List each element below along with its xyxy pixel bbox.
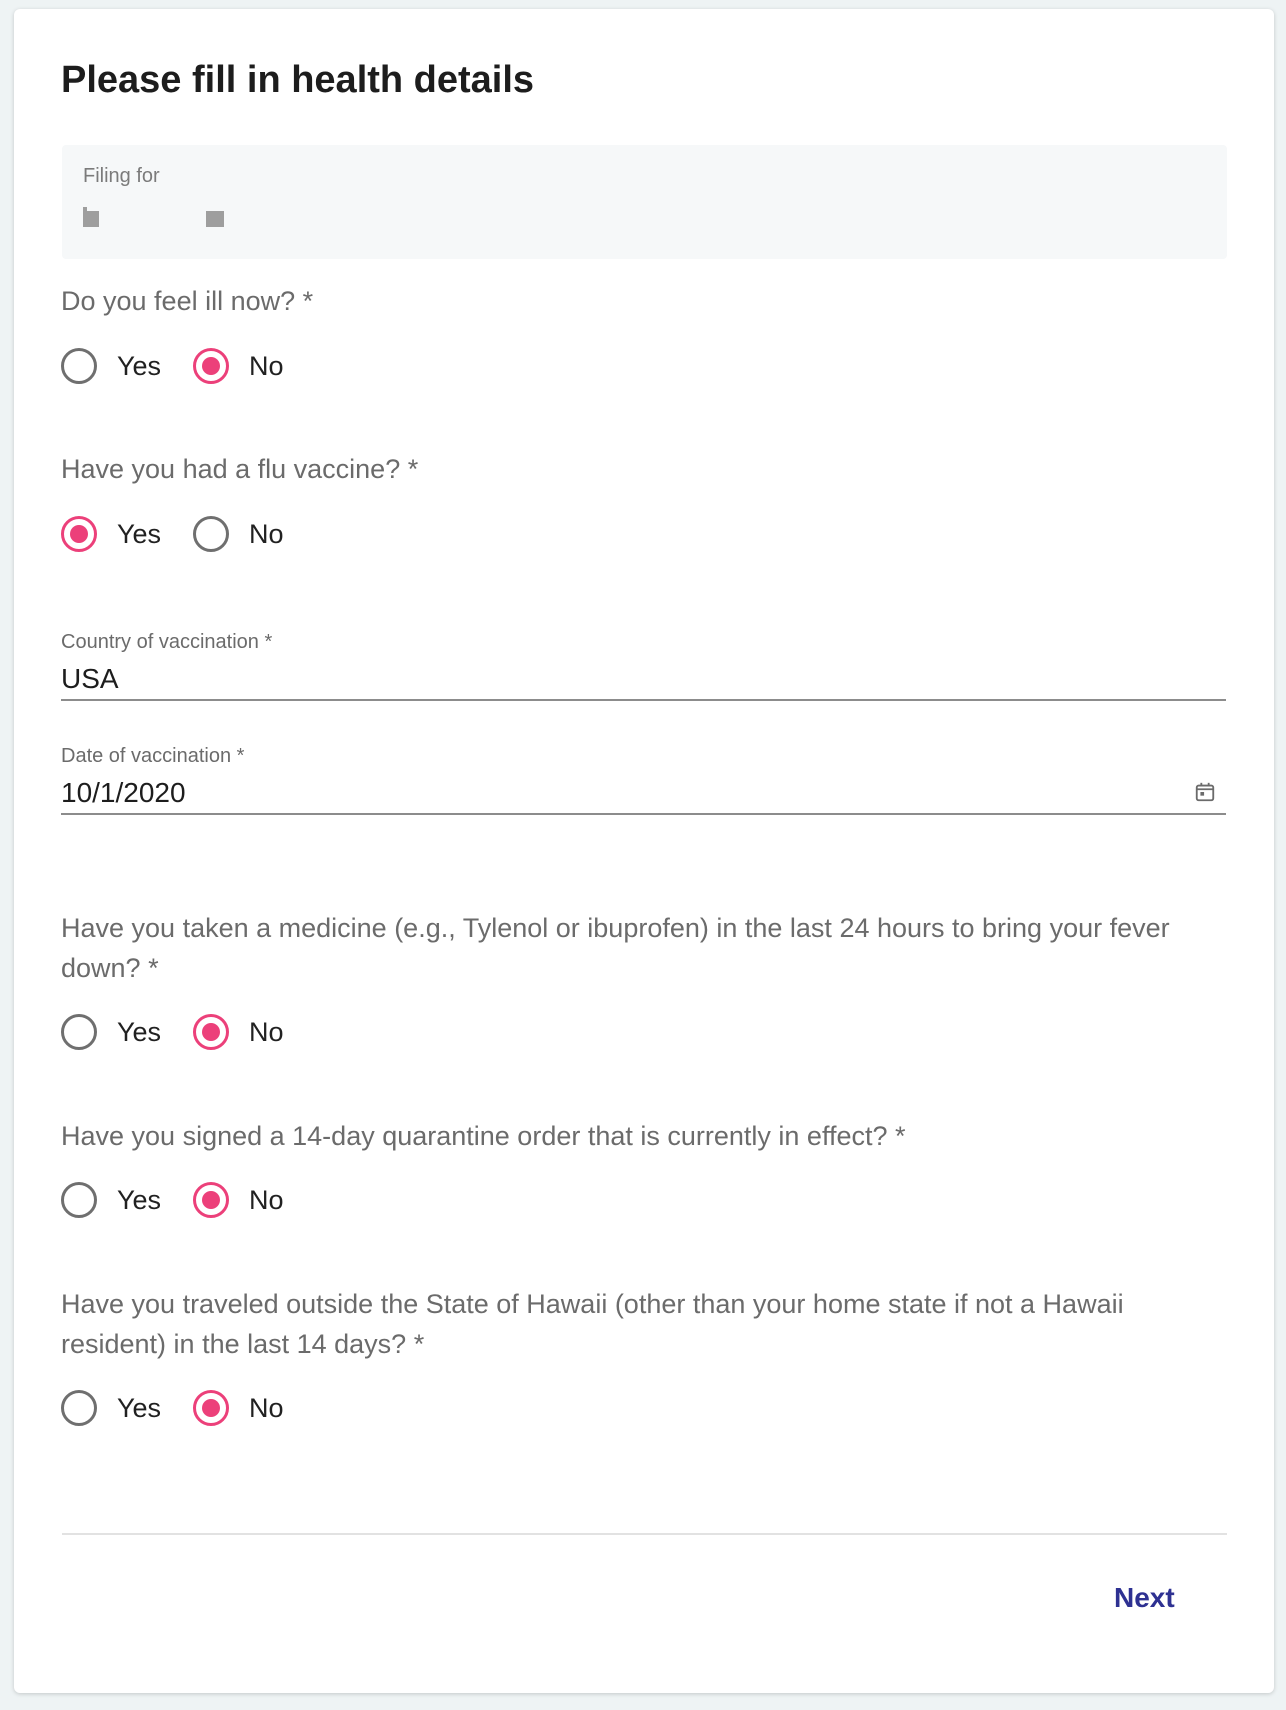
radio-circle-selected[interactable] [193, 1182, 229, 1218]
footer-divider [62, 1533, 1227, 1535]
radio-quarantine-yes[interactable] [61, 1177, 161, 1223]
country-label: Country of vaccination * [61, 631, 273, 653]
radio-label: Yes [117, 1184, 162, 1215]
page-title: Please fill in health details [61, 59, 535, 101]
next-button[interactable]: Next [1114, 1582, 1175, 1613]
date-field[interactable] [61, 745, 1226, 815]
radio-circle[interactable] [61, 348, 97, 384]
question-quarantine: Have you signed a 14-day quarantine order that is currently in effect? * [61, 1121, 906, 1151]
radio-label: No [249, 350, 284, 381]
radio-circle[interactable] [61, 1390, 97, 1426]
radio-quarantine-no[interactable] [193, 1177, 284, 1223]
radio-medicine-no[interactable] [193, 1009, 284, 1055]
date-label: Date of vaccination * [61, 745, 245, 767]
filing-for-box [62, 145, 1227, 259]
radio-circle-selected[interactable] [61, 516, 97, 552]
radio-feel-ill-yes[interactable] [61, 343, 161, 389]
calendar-icon[interactable] [1194, 781, 1216, 803]
radio-circle[interactable] [61, 1182, 97, 1218]
health-details-card [14, 9, 1274, 1693]
radio-flu-vaccine-no[interactable] [193, 511, 284, 557]
redacted-name [83, 205, 268, 231]
question-medicine: Have you taken a medicine (e.g., Tylenol or ibuprofen) in the last 24 hours to bring your fever down? * [61, 913, 1170, 983]
radio-flu-vaccine-yes[interactable] [61, 511, 161, 557]
radio-circle-selected[interactable] [193, 1014, 229, 1050]
radio-label: Yes [117, 518, 162, 549]
radio-label: No [249, 1184, 284, 1215]
radio-circle[interactable] [193, 516, 229, 552]
radio-label: Yes [117, 1392, 162, 1423]
radio-circle-selected[interactable] [193, 348, 229, 384]
radio-label: Yes [117, 1016, 162, 1047]
date-value: 10/1/2020 [61, 777, 186, 808]
radio-label: No [249, 518, 284, 549]
country-field[interactable] [61, 631, 1226, 701]
question-flu-vaccine: Have you had a flu vaccine? * [61, 454, 419, 484]
radio-label: Yes [117, 350, 162, 381]
filing-for-label: Filing for [83, 165, 160, 187]
radio-travel-no[interactable] [193, 1385, 284, 1431]
question-feel-ill: Do you feel ill now? * [61, 286, 314, 316]
radio-circle[interactable] [61, 1014, 97, 1050]
question-travel: Have you traveled outside the State of Hawaii (other than your home state if not a Hawaii resident) in the last 14 days? * [61, 1289, 1124, 1359]
radio-label: No [249, 1016, 284, 1047]
radio-feel-ill-no[interactable] [193, 343, 284, 389]
country-input[interactable]: USA [61, 659, 1226, 701]
radio-circle-selected[interactable] [193, 1390, 229, 1426]
radio-medicine-yes[interactable] [61, 1009, 161, 1055]
date-input[interactable] [61, 773, 1226, 815]
radio-label: No [249, 1392, 284, 1423]
radio-travel-yes[interactable] [61, 1385, 161, 1431]
